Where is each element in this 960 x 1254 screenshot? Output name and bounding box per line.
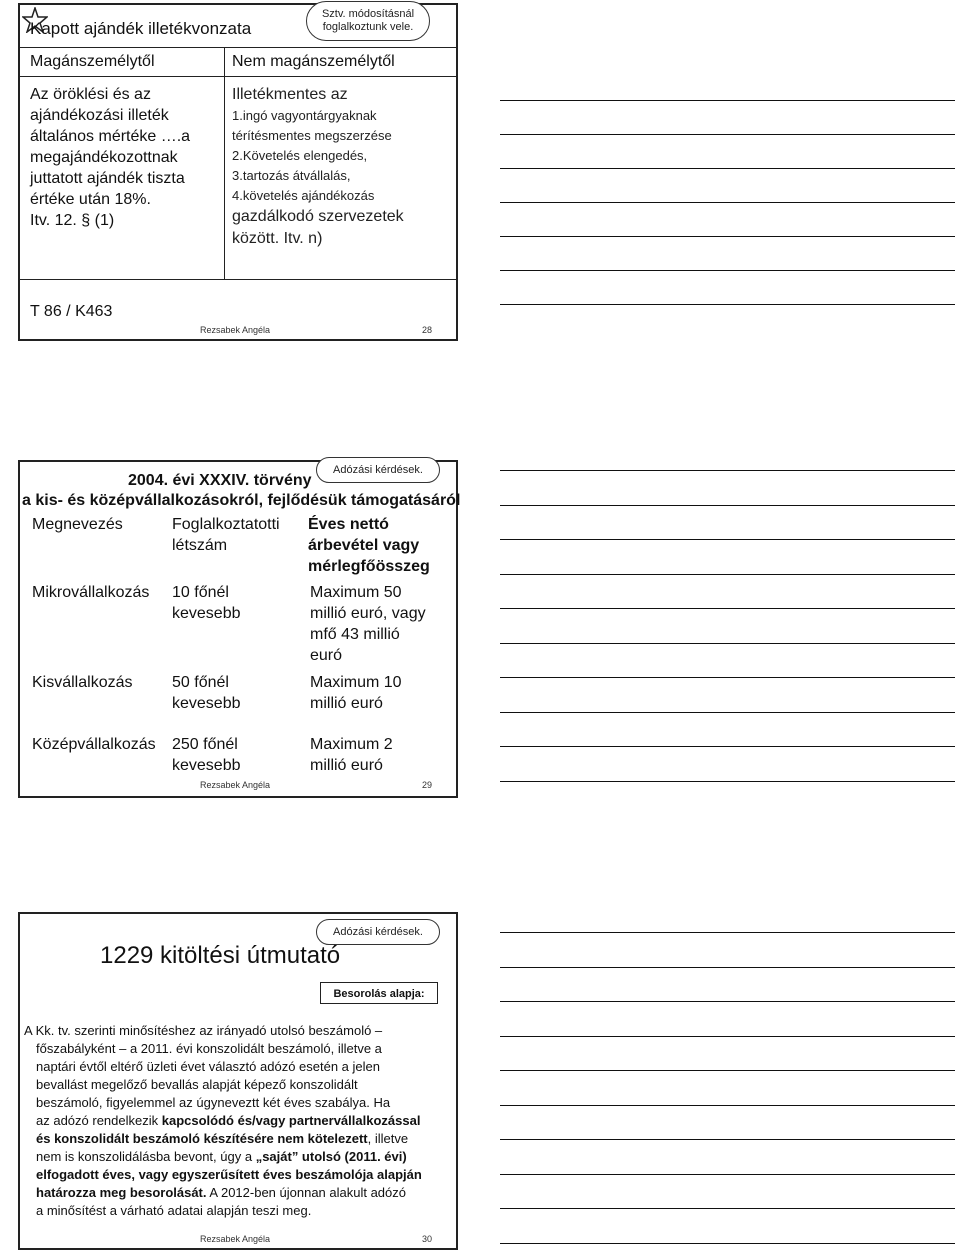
- bold-run: elfogadott éves, vagy egyszerűsített éves beszámolója alapján: [36, 1167, 422, 1182]
- note-line: [500, 967, 955, 968]
- left-line: megajándékozottnak: [30, 149, 178, 166]
- left-line: Az öröklési és az: [30, 86, 151, 103]
- slide-title: 1229 kitöltési útmutató: [100, 942, 341, 969]
- paragraph-line: [24, 1184, 456, 1202]
- text-run: az adózó rendelkezik: [36, 1113, 162, 1128]
- note-lines-30: [500, 912, 955, 1252]
- paragraph-line: [24, 1076, 456, 1094]
- note-line: [500, 134, 955, 135]
- note-line: [500, 304, 955, 305]
- header-text: létszám: [172, 537, 228, 554]
- right-line: 3.tartozás átvállalás,: [232, 168, 351, 183]
- cell-text: kevesebb: [172, 695, 241, 712]
- left-line: értéke után 18%.: [30, 191, 151, 208]
- reference-code: T 86 / K463: [30, 303, 113, 320]
- slide-number: 28: [422, 325, 433, 335]
- left-line: juttatott ajándék tiszta: [30, 170, 185, 187]
- bubble-line-2: foglalkoztunk vele.: [322, 21, 414, 33]
- note-line: [500, 712, 955, 713]
- bold-run: kapcsolódó és/vagy partnervállalkozással: [161, 1113, 421, 1128]
- slide-30: [18, 912, 458, 1250]
- note-line: [500, 932, 955, 933]
- law-subtitle: a kis- és középvállalkozásokról, fejlődésük támogatásáról: [22, 492, 461, 509]
- right-column-header: Nem magánszemélytől: [232, 53, 395, 70]
- text-run: , illetve: [367, 1131, 409, 1146]
- right-line: között. Itv. n): [232, 230, 323, 247]
- note-line: [500, 270, 955, 271]
- cell-text: 50 főnél: [172, 674, 229, 691]
- title-divider: [20, 47, 456, 48]
- slide-footer: Rezsabek Angéla: [200, 780, 271, 790]
- note-line: [500, 746, 955, 747]
- bold-run: „saját” utolsó (2011. évi): [255, 1149, 407, 1164]
- cell-text: Maximum 50: [310, 584, 402, 601]
- text-run: naptári évtől eltérő üzleti évet választó adózó esetén a jelen: [36, 1059, 380, 1074]
- slide-number: 30: [422, 1234, 433, 1244]
- header-name: [32, 514, 123, 535]
- row-micro-revenue: [310, 582, 426, 666]
- header-text: mérlegfőösszeg: [308, 558, 430, 575]
- right-column-text: [232, 84, 404, 250]
- paragraph-line: [24, 1130, 456, 1148]
- header-text: Megnevezés: [32, 516, 123, 533]
- slide-title: Kapott ajándék illetékvonzata: [30, 19, 252, 38]
- text-run: nem is konszolidálásba bevont, úgy a: [36, 1149, 256, 1164]
- cell-text: euró: [310, 647, 343, 664]
- cell-text: 10 főnél: [172, 584, 229, 601]
- cell-text: Maximum 10: [310, 674, 402, 691]
- header-staff: [172, 514, 280, 556]
- note-line: [500, 505, 955, 506]
- slide-number: 29: [422, 780, 433, 790]
- note-lines-29: [500, 460, 955, 800]
- left-line: ajándékozási illeték: [30, 107, 169, 124]
- left-line: általános mértéke ….a: [30, 128, 191, 145]
- text-run: bevallást megelőző bevallás alapját képező konszolidált: [36, 1077, 358, 1092]
- text-run: főszabályként – a 2011. évi konszolidált beszámoló, illetve a: [36, 1041, 382, 1056]
- cell-text: Maximum 2: [310, 736, 393, 753]
- note-line: [500, 574, 955, 575]
- note-line: [500, 1243, 955, 1244]
- right-line: Illetékmentes az: [232, 86, 348, 103]
- note-line: [500, 1105, 955, 1106]
- paragraph-line: [24, 1148, 456, 1166]
- table-bottom: [20, 279, 456, 280]
- left-column-header: Magánszemélytől: [30, 53, 155, 70]
- cell-text: 250 főnél: [172, 736, 238, 753]
- cell-text: kevesebb: [172, 757, 241, 774]
- paragraph-line: [24, 1094, 456, 1112]
- note-line: [500, 643, 955, 644]
- note-line: [500, 236, 955, 237]
- note-line: [500, 1208, 955, 1209]
- note-line: [500, 100, 955, 101]
- annotation-bubble: [306, 1, 430, 41]
- row-medium-revenue: [310, 734, 393, 776]
- note-line: [500, 1036, 955, 1037]
- cell-text: millió euró: [310, 757, 383, 774]
- paragraph-line: [24, 1202, 456, 1220]
- note-line: [500, 202, 955, 203]
- note-line: [500, 677, 955, 678]
- row-small-name: Kisvállalkozás: [32, 674, 133, 691]
- row-micro-name: Mikrovállalkozás: [32, 584, 150, 601]
- text-run: A 2012-ben újonnan alakult adózó: [206, 1185, 407, 1200]
- classification-paragraph: [24, 1022, 456, 1220]
- header-revenue: [308, 514, 430, 577]
- slide-29: [18, 460, 461, 798]
- right-line: 2.Követelés elengedés,: [232, 148, 368, 163]
- annotation-bubble: Adózási kérdések.: [316, 457, 440, 483]
- header-text: árbevétel vagy: [308, 537, 420, 554]
- note-line: [500, 608, 955, 609]
- text-run: a minősítést a várható adatai alapján teszi meg.: [36, 1203, 312, 1218]
- row-medium-staff: [172, 734, 241, 776]
- paragraph-line: [24, 1166, 456, 1184]
- row-medium-name: Középvállalkozás: [32, 736, 156, 753]
- right-line: gazdálkodó szervezetek: [232, 208, 404, 225]
- note-line: [500, 1070, 955, 1071]
- note-line: [500, 168, 955, 169]
- law-title: 2004. évi XXXIV. törvény: [128, 472, 312, 489]
- note-line: [500, 1139, 955, 1140]
- right-line: térítésmentes megszerzése: [232, 128, 392, 143]
- paragraph-line: [24, 1112, 456, 1130]
- paragraph-line: [24, 1058, 456, 1076]
- cell-text: mfő 43 millió: [310, 626, 400, 643]
- bubble-line-1: Sztv. módosításnál: [321, 8, 415, 20]
- note-line: [500, 1174, 955, 1175]
- left-line: Itv. 12. § (1): [30, 212, 115, 229]
- bold-run: határozza meg besorolását.: [36, 1185, 207, 1200]
- slide-28: [18, 3, 458, 341]
- annotation-bubble: Adózási kérdések.: [316, 919, 440, 945]
- classification-label-box: Besorolás alapja:: [320, 982, 438, 1004]
- left-column-text: [30, 84, 190, 231]
- right-line: 4.követelés ajándékozás: [232, 188, 375, 203]
- text-run: beszámoló, figyelemmel az úgyneveztt két éves szabálya. Ha: [36, 1095, 391, 1110]
- header-divider: [20, 76, 456, 77]
- slide-footer: Rezsabek Angéla: [200, 1234, 271, 1244]
- note-line: [500, 781, 955, 782]
- cell-text: kevesebb: [172, 605, 241, 622]
- paragraph-line: [24, 1040, 456, 1058]
- cell-text: millió euró, vagy: [310, 605, 426, 622]
- row-small-revenue: [310, 672, 402, 714]
- right-line: 1.ingó vagyontárgyaknak: [232, 108, 377, 123]
- header-text: Foglalkoztatotti: [172, 516, 280, 533]
- note-lines-28: [500, 0, 955, 340]
- row-micro-staff: [172, 582, 241, 624]
- column-divider: [224, 47, 225, 279]
- note-line: [500, 539, 955, 540]
- note-line: [500, 470, 955, 471]
- slide-footer: Rezsabek Angéla: [200, 325, 271, 335]
- bold-run: és konszolidált beszámoló készítésére nem kötelezett: [36, 1131, 368, 1146]
- row-small-staff: [172, 672, 241, 714]
- paragraph-line: [24, 1022, 456, 1040]
- note-line: [500, 1001, 955, 1002]
- text-run: A Kk. tv. szerinti minősítéshez az irányadó utolsó beszámoló –: [24, 1023, 383, 1038]
- header-text: Éves nettó: [308, 516, 389, 533]
- cell-text: millió euró: [310, 695, 383, 712]
